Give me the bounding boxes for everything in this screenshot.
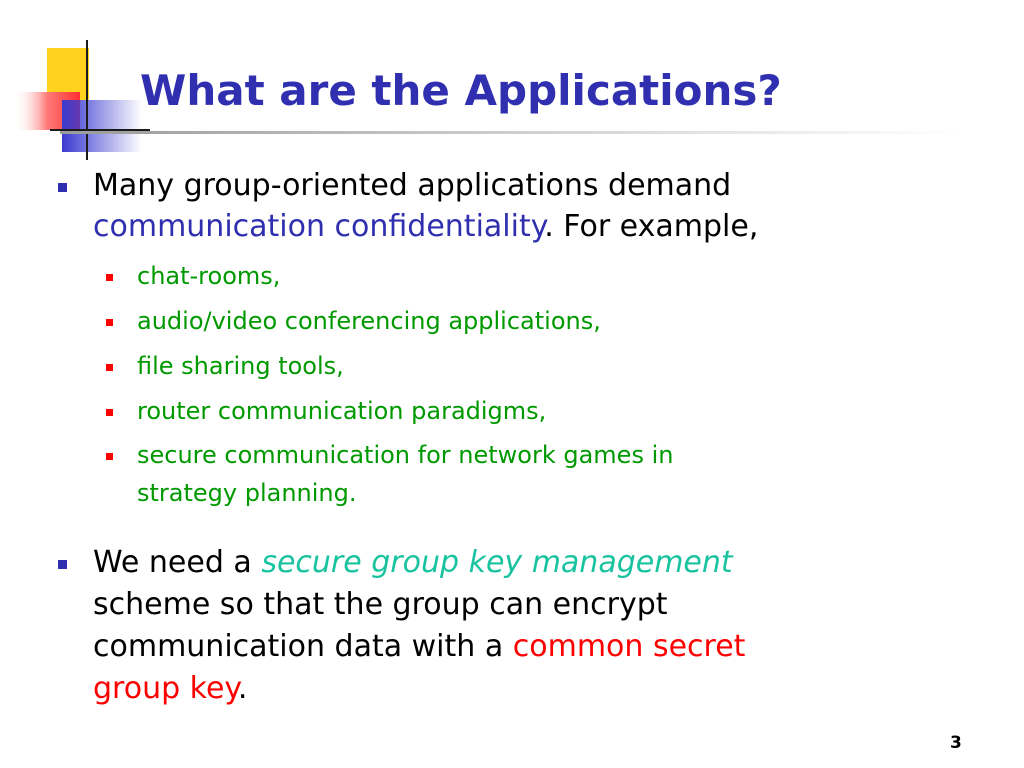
sub-bullet-marker: [106, 364, 113, 371]
bullet-2-line-3: communication data with a common secret: [93, 629, 746, 664]
bullet-1-line-1: Many group-oriented applications demand: [93, 168, 732, 203]
bullet-2-highlight: secure group key management: [261, 545, 733, 580]
page-number: 3: [950, 733, 962, 753]
bullet-2-line-1: We need a secure group key management: [93, 545, 733, 580]
bullet-1-line-2: communication confidentiality. For example,: [93, 209, 759, 244]
sub-bullet-marker: [106, 274, 113, 281]
sub-bullet-marker: [106, 319, 113, 326]
title-underline: [60, 131, 960, 134]
bullet-2-line-4: group key.: [93, 671, 248, 706]
bullet-marker: [58, 183, 67, 192]
bullet-2-red-text: group key: [93, 671, 238, 706]
sub-item: router communication paradigms,: [137, 397, 547, 425]
sub-bullet-marker: [106, 409, 113, 416]
sub-item: audio/video conferencing applications,: [137, 307, 601, 335]
sub-item-continuation: strategy planning.: [137, 479, 357, 507]
bullet-2-line-2: scheme so that the group can encrypt: [93, 587, 668, 622]
bullet-marker: [58, 560, 67, 569]
sub-item: chat-rooms,: [137, 262, 281, 290]
sub-item: file sharing tools,: [137, 352, 344, 380]
logo-blue-band: [62, 100, 142, 152]
bullet-1-highlight: communication confidentiality: [93, 209, 545, 244]
sub-bullet-marker: [106, 453, 113, 460]
sub-item: secure communication for network games in: [137, 441, 674, 469]
slide-title: What are the Applications?: [140, 66, 782, 115]
slide-logo-graphic: [0, 0, 150, 170]
bullet-2-red-text: common secret: [512, 629, 746, 664]
